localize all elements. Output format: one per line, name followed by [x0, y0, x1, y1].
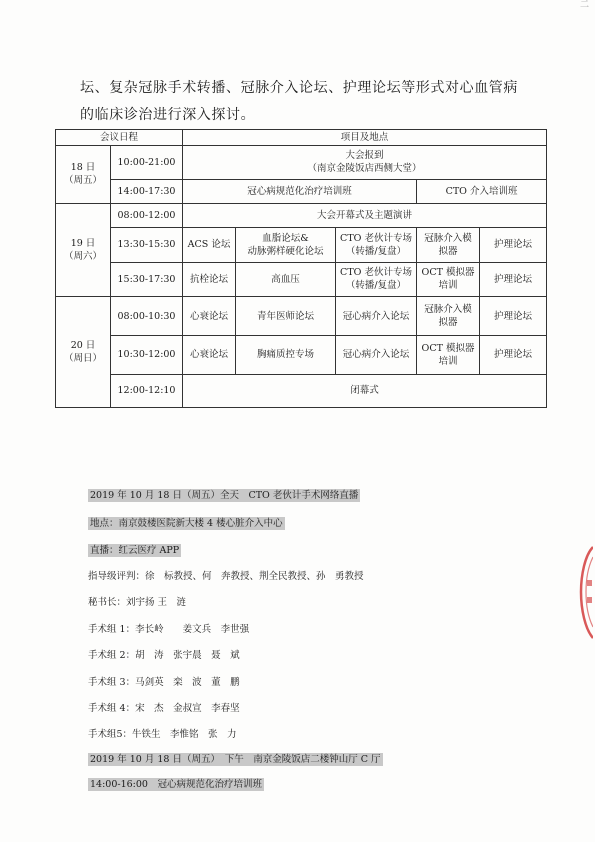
table-row — [56, 374, 547, 408]
session-cell: 胸痛质控专场 — [236, 335, 336, 374]
header-items: 项目及地点 — [183, 130, 547, 146]
table-row — [56, 335, 547, 374]
session-cell: 心衰论坛 — [183, 335, 236, 374]
intro-paragraph — [80, 75, 550, 129]
closing-cell: 闭幕式 — [183, 374, 547, 408]
time-cell: 08:00-10:30 — [111, 297, 183, 336]
intro-line-1: 坛、复杂冠脉手术转播、冠脉介入论坛、护理论坛等形式对心血管病 — [80, 80, 518, 96]
time-cell: 08:00-12:00 — [111, 204, 183, 228]
event2-session: 14:00-16:00 冠心病规范化治疗培训班 — [90, 779, 262, 790]
session-cell: 心衰论坛 — [183, 297, 236, 336]
seal-stamp-graphic — [577, 545, 593, 640]
time-cell: 12:00-12:10 — [111, 374, 183, 408]
broadcast-line: 直播：红云医疗 APP — [90, 545, 180, 556]
day-20: 20 日 （周日） — [56, 297, 111, 408]
surgery-group-4: 手术组 4：宋 杰 金叔宣 李春坚 — [88, 703, 240, 714]
table-row — [56, 297, 547, 336]
session-cell: 冠脉介入模 拟器 — [417, 297, 480, 336]
page-corner-mark: 二 — [579, 0, 589, 10]
schedule-header-row — [56, 130, 547, 146]
session-cell: 冠心病介入论坛 — [336, 335, 417, 374]
schedule-table — [55, 129, 547, 408]
session-cell: 青年医师论坛 — [236, 297, 336, 336]
surgery-group-2: 手术组 2：胡 涛 张宇晨 聂 斌 — [88, 650, 240, 661]
day-19: 19 日 （周六） — [56, 204, 111, 297]
table-row — [56, 228, 547, 262]
time-cell: 15:30-17:30 — [111, 262, 183, 296]
session-cell: 血脂论坛& 动脉粥样硬化论坛 — [236, 228, 336, 262]
intro-line-2: 的临床诊治进行深入探讨。 — [80, 107, 256, 123]
session-cell: 护理论坛 — [480, 335, 547, 374]
session-cell: OCT 模拟器 培训 — [417, 335, 480, 374]
time-cell: 10:00-21:00 — [111, 145, 183, 179]
event2-heading: 2019 年 10 月 18 日（周五） 下午 南京金陵饭店二楼钟山厅 C 厅 — [90, 754, 381, 765]
table-row — [56, 145, 547, 179]
session-cell: ACS 论坛 — [183, 228, 236, 262]
table-row — [56, 262, 547, 296]
opening-cell: 大会开幕式及主题演讲 — [183, 204, 547, 228]
day-18: 18 日 （周五） — [56, 145, 111, 204]
session-cell: CTO 老伙计专场 （转播/复盘） — [336, 262, 417, 296]
surgery-group-3: 手术组 3：马剑英 栾 波 董 鹏 — [88, 677, 240, 688]
commentators-line: 指导级评判：徐 标教授、何 奔教授、荆全民教授、孙 勇教授 — [88, 571, 364, 582]
session-cell: 冠心病介入论坛 — [336, 297, 417, 336]
seal-stamp-edge — [577, 545, 593, 640]
registration-cell: 大会报到 （南京金陵饭店西侧大堂） — [183, 145, 547, 179]
time-cell: 13:30-15:30 — [111, 228, 183, 262]
secretary-line: 秘书长：刘宇扬 王 涟 — [88, 597, 187, 608]
time-cell: 14:00-17:30 — [111, 180, 183, 204]
session-cell: 冠脉介入模 拟器 — [417, 228, 480, 262]
table-row — [56, 204, 547, 228]
session-cell: 高血压 — [236, 262, 336, 296]
session-cell: 护理论坛 — [480, 262, 547, 296]
session-cell: 护理论坛 — [480, 228, 547, 262]
session-cell: 抗栓论坛 — [183, 262, 236, 296]
surgery-group-5: 手术组5：牛铁生 李惟铭 张 力 — [88, 729, 237, 740]
session-cell: OCT 模拟器 培训 — [417, 262, 480, 296]
surgery-group-1: 手术组 1：李长岭 姜文兵 李世强 — [88, 624, 250, 635]
table-row — [56, 180, 547, 204]
cto-training-cell: CTO 介入培训班 — [417, 180, 547, 204]
session-cell: CTO 老伙计专场 （转播/复盘） — [336, 228, 417, 262]
event1-heading: 2019 年 10 月 18 日（周五）全天 CTO 老伙计手术网络直播 — [90, 490, 359, 501]
header-date-time: 会议日程 — [56, 130, 183, 146]
location-line: 地点：南京鼓楼医院新大楼 4 楼心脏介入中心 — [90, 518, 283, 529]
chd-training-cell: 冠心病规范化治疗培训班 — [183, 180, 417, 204]
session-cell: 护理论坛 — [480, 297, 547, 336]
time-cell: 10:30-12:00 — [111, 335, 183, 374]
